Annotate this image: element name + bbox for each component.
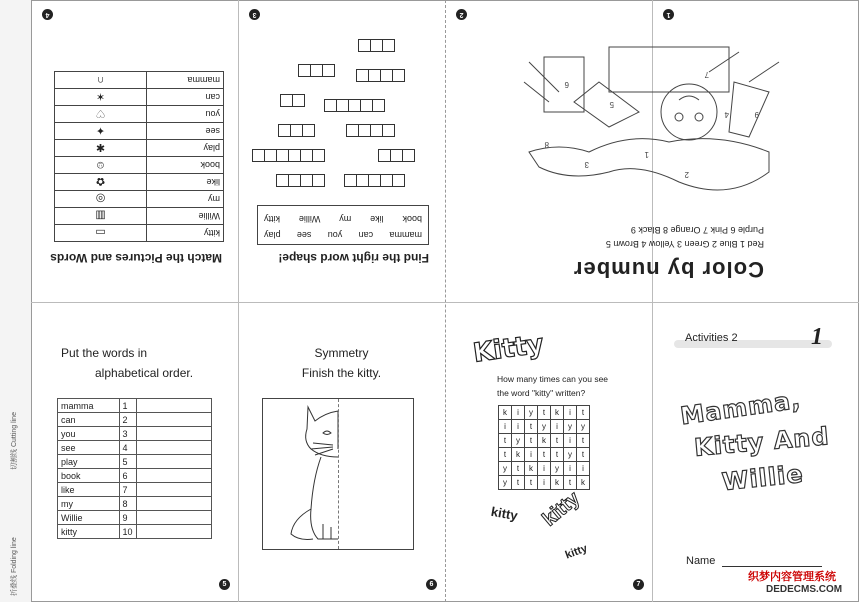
match-row (55, 157, 224, 174)
word-shape-box (281, 94, 305, 107)
panel-title: Symmetry (314, 346, 369, 360)
page-number: 1 (663, 9, 674, 20)
grid-cell[interactable]: y (499, 462, 512, 476)
word-cell: book (58, 469, 120, 483)
table-row (58, 525, 212, 539)
word-bank-word: kitty (264, 214, 281, 224)
order-cell: 2 (119, 413, 136, 427)
word-cell: my (58, 497, 120, 511)
word-cell: see (58, 441, 120, 455)
table-row (58, 455, 212, 469)
grid-cell[interactable]: i (525, 448, 538, 462)
word-bank-word: you (327, 230, 343, 240)
word-shape-box (357, 69, 405, 82)
match-word: book (147, 157, 224, 174)
word-bank-word: book (402, 214, 422, 224)
panel-title: Match the Pictures and Words (50, 251, 222, 265)
activity-label: Activities 2 (685, 332, 738, 344)
grid-cell[interactable]: i (512, 406, 525, 420)
grid-cell[interactable]: t (499, 448, 512, 462)
kitty-logo: Kitty (471, 329, 546, 369)
match-row (55, 174, 224, 191)
grid-cell[interactable]: t (512, 476, 525, 490)
grid-cell[interactable]: i (577, 462, 590, 476)
word-bank-word: see (296, 230, 312, 240)
panel-subtitle: Finish the kitty. (301, 366, 382, 380)
grid-cell[interactable]: i (512, 420, 525, 434)
table-row (58, 469, 212, 483)
panel-symmetry (238, 302, 445, 602)
panel-cover (652, 302, 859, 602)
match-picture-icon: ✦ (55, 123, 147, 140)
grid-cell[interactable]: t (538, 448, 551, 462)
word-bank-word: play (264, 230, 281, 240)
grid-cell[interactable]: k (512, 448, 525, 462)
match-word: you (147, 106, 224, 123)
panel-title: Color by number (572, 257, 764, 282)
svg-text:7: 7 (704, 70, 709, 79)
cover-title: Willie (720, 459, 805, 497)
match-row (55, 89, 224, 106)
answer-cell[interactable] (136, 511, 211, 525)
panel-word-search (445, 302, 652, 602)
word-cell: mamma (58, 399, 120, 413)
grid-cell[interactable]: k (538, 434, 551, 448)
grid-cell[interactable]: i (499, 420, 512, 434)
match-picture-icon: ☺ (55, 157, 147, 174)
word-shape-box (325, 99, 385, 112)
watermark-url: DEDECMS.COM (766, 584, 843, 595)
word-bank-word: like (370, 214, 384, 224)
grid-cell[interactable]: i (564, 406, 577, 420)
word-bank-word: my (339, 214, 352, 224)
svg-text:9: 9 (754, 110, 759, 119)
grid-cell[interactable]: i (564, 462, 577, 476)
order-cell: 7 (119, 483, 136, 497)
color-legend: Purple 6 Pink 7 Orange 8 Black 9 (630, 225, 764, 235)
word-shape-box (279, 124, 315, 137)
alphabet-table (57, 398, 212, 539)
svg-text:6: 6 (564, 80, 569, 89)
page-number: 3 (249, 9, 260, 20)
order-cell: 3 (119, 427, 136, 441)
grid-cell[interactable]: k (577, 476, 590, 490)
panel-word-shape (238, 0, 445, 302)
match-table (54, 71, 224, 242)
name-label: Name (686, 555, 716, 567)
grid-cell[interactable]: y (525, 406, 538, 420)
grid-row (499, 434, 590, 448)
panel-title: Put the words in (61, 346, 148, 360)
panel-title: Find the right word shape! (278, 251, 429, 265)
match-picture-icon: ✱ (55, 140, 147, 157)
order-cell: 10 (119, 525, 136, 539)
order-cell: 4 (119, 441, 136, 455)
word-shape-box (277, 174, 325, 187)
panel-alphabetical-order (31, 302, 238, 602)
cutting-line-label: 切割线 Cutting line (11, 412, 18, 470)
table-row (58, 441, 212, 455)
grid-cell[interactable]: y (512, 434, 525, 448)
table-row (58, 399, 212, 413)
word-shape-box (379, 149, 415, 162)
grid-cell[interactable]: i (551, 420, 564, 434)
grid-cell[interactable]: y (551, 462, 564, 476)
match-word: my (147, 191, 224, 208)
match-row (55, 140, 224, 157)
match-word: Willie (147, 208, 224, 225)
word-bank (257, 205, 429, 245)
table-row (58, 413, 212, 427)
order-cell: 5 (119, 455, 136, 469)
panel-title: alphabetical order. (95, 366, 194, 380)
match-picture-icon: ◎ (55, 191, 147, 208)
grid-cell[interactable]: k (551, 476, 564, 490)
match-picture-icon: ✶ (55, 89, 147, 106)
word-cell: Willie (58, 511, 120, 525)
grid-cell[interactable]: t (577, 448, 590, 462)
word-bank-word: Willie (298, 214, 321, 224)
left-margin-strip (0, 0, 32, 602)
answer-cell[interactable] (136, 427, 211, 441)
answer-cell[interactable] (136, 441, 211, 455)
grid-cell[interactable]: t (525, 420, 538, 434)
word-cell: can (58, 413, 120, 427)
match-picture-icon: ∩ (55, 72, 147, 89)
answer-cell[interactable] (136, 455, 211, 469)
grid-cell[interactable]: k (499, 406, 512, 420)
grid-cell[interactable]: t (499, 434, 512, 448)
page-number: 2 (456, 9, 467, 20)
grid-row (499, 406, 590, 420)
grid-cell[interactable]: t (525, 434, 538, 448)
grid-cell[interactable]: y (564, 420, 577, 434)
grid-cell[interactable]: i (538, 476, 551, 490)
match-row (55, 191, 224, 208)
word-shape-box (253, 149, 325, 162)
word-shape-box (359, 39, 395, 52)
page-number: 7 (633, 579, 644, 590)
kitty-scribble: kitty (538, 487, 585, 531)
kitty-scribble: kitty (563, 542, 589, 562)
question-text: the word "kitty" written? (497, 388, 586, 398)
word-cell: you (58, 427, 120, 441)
word-bank-word: can (358, 230, 374, 240)
grid-cell[interactable]: y (564, 448, 577, 462)
svg-text:8: 8 (544, 140, 549, 149)
coloring-picture (519, 42, 789, 212)
panel-match-pictures (31, 0, 238, 302)
answer-cell[interactable] (136, 399, 211, 413)
word-search-grid (498, 405, 590, 490)
match-word: like (147, 174, 224, 191)
cover-title: Kitty And (693, 422, 831, 462)
folding-line-label: 折叠线 Folding line (11, 537, 18, 596)
grid-cell[interactable]: y (577, 420, 590, 434)
svg-text:3: 3 (584, 160, 589, 169)
order-cell: 1 (119, 399, 136, 413)
match-word: kitty (147, 225, 224, 242)
match-picture-icon: ▥ (55, 208, 147, 225)
grid-cell[interactable]: t (512, 462, 525, 476)
grid-cell[interactable]: i (564, 434, 577, 448)
word-cell: play (58, 455, 120, 469)
word-shape-box (299, 64, 335, 77)
page-number: 6 (426, 579, 437, 590)
grid-cell[interactable]: k (525, 462, 538, 476)
answer-cell[interactable] (136, 469, 211, 483)
grid-cell[interactable]: t (577, 406, 590, 420)
match-word: mamma (147, 72, 224, 89)
svg-text:1: 1 (644, 150, 649, 159)
match-row (55, 225, 224, 242)
match-row (55, 72, 224, 89)
name-line[interactable] (722, 566, 822, 567)
grid-cell[interactable]: t (577, 434, 590, 448)
grid-cell[interactable]: t (525, 476, 538, 490)
page-number: 5 (219, 579, 230, 590)
grid-row (499, 420, 590, 434)
page-number: 4 (42, 9, 53, 20)
grid-row (499, 462, 590, 476)
answer-cell[interactable] (136, 413, 211, 427)
match-row (55, 106, 224, 123)
match-picture-icon: ▭ (55, 225, 147, 242)
answer-cell[interactable] (136, 525, 211, 539)
grid-cell[interactable]: t (551, 434, 564, 448)
word-shape-box (345, 174, 405, 187)
table-row (58, 427, 212, 441)
match-picture-icon: ✿ (55, 174, 147, 191)
grid-cell[interactable]: i (538, 462, 551, 476)
match-picture-icon: ♡ (55, 106, 147, 123)
order-cell: 6 (119, 469, 136, 483)
question-text: How many times can you see (497, 374, 609, 384)
watermark-cn: 织梦内容管理系统 (748, 571, 836, 583)
answer-cell[interactable] (136, 497, 211, 511)
table-row (58, 511, 212, 525)
kitty-scribble: kitty (489, 503, 519, 524)
order-cell: 8 (119, 497, 136, 511)
word-bank-word: mamma (389, 230, 422, 240)
booklet-number: 1 (811, 324, 823, 350)
svg-text:4: 4 (724, 110, 729, 119)
cover-title: Mamma, (678, 385, 803, 431)
word-cell: kitty (58, 525, 120, 539)
symmetry-axis (338, 399, 339, 549)
order-cell: 9 (119, 511, 136, 525)
svg-text:2: 2 (684, 170, 689, 179)
panel-color-by-number (445, 0, 859, 302)
table-row (58, 497, 212, 511)
grid-cell[interactable]: y (538, 420, 551, 434)
grid-cell[interactable]: k (551, 406, 564, 420)
match-word: play (147, 140, 224, 157)
answer-cell[interactable] (136, 483, 211, 497)
match-row (55, 208, 224, 225)
color-legend: Red 1 Blue 2 Green 3 Yellow 4 Brown 5 (605, 239, 764, 249)
grid-row (499, 448, 590, 462)
grid-cell[interactable]: y (499, 476, 512, 490)
table-row (58, 483, 212, 497)
grid-cell[interactable]: t (538, 406, 551, 420)
word-shape-box (347, 124, 395, 137)
match-word: see (147, 123, 224, 140)
match-word: can (147, 89, 224, 106)
grid-cell[interactable]: t (564, 476, 577, 490)
grid-cell[interactable]: t (551, 448, 564, 462)
svg-text:5: 5 (609, 100, 614, 109)
word-cell: like (58, 483, 120, 497)
match-row (55, 123, 224, 140)
grid-row (499, 476, 590, 490)
symmetry-frame (262, 398, 414, 550)
